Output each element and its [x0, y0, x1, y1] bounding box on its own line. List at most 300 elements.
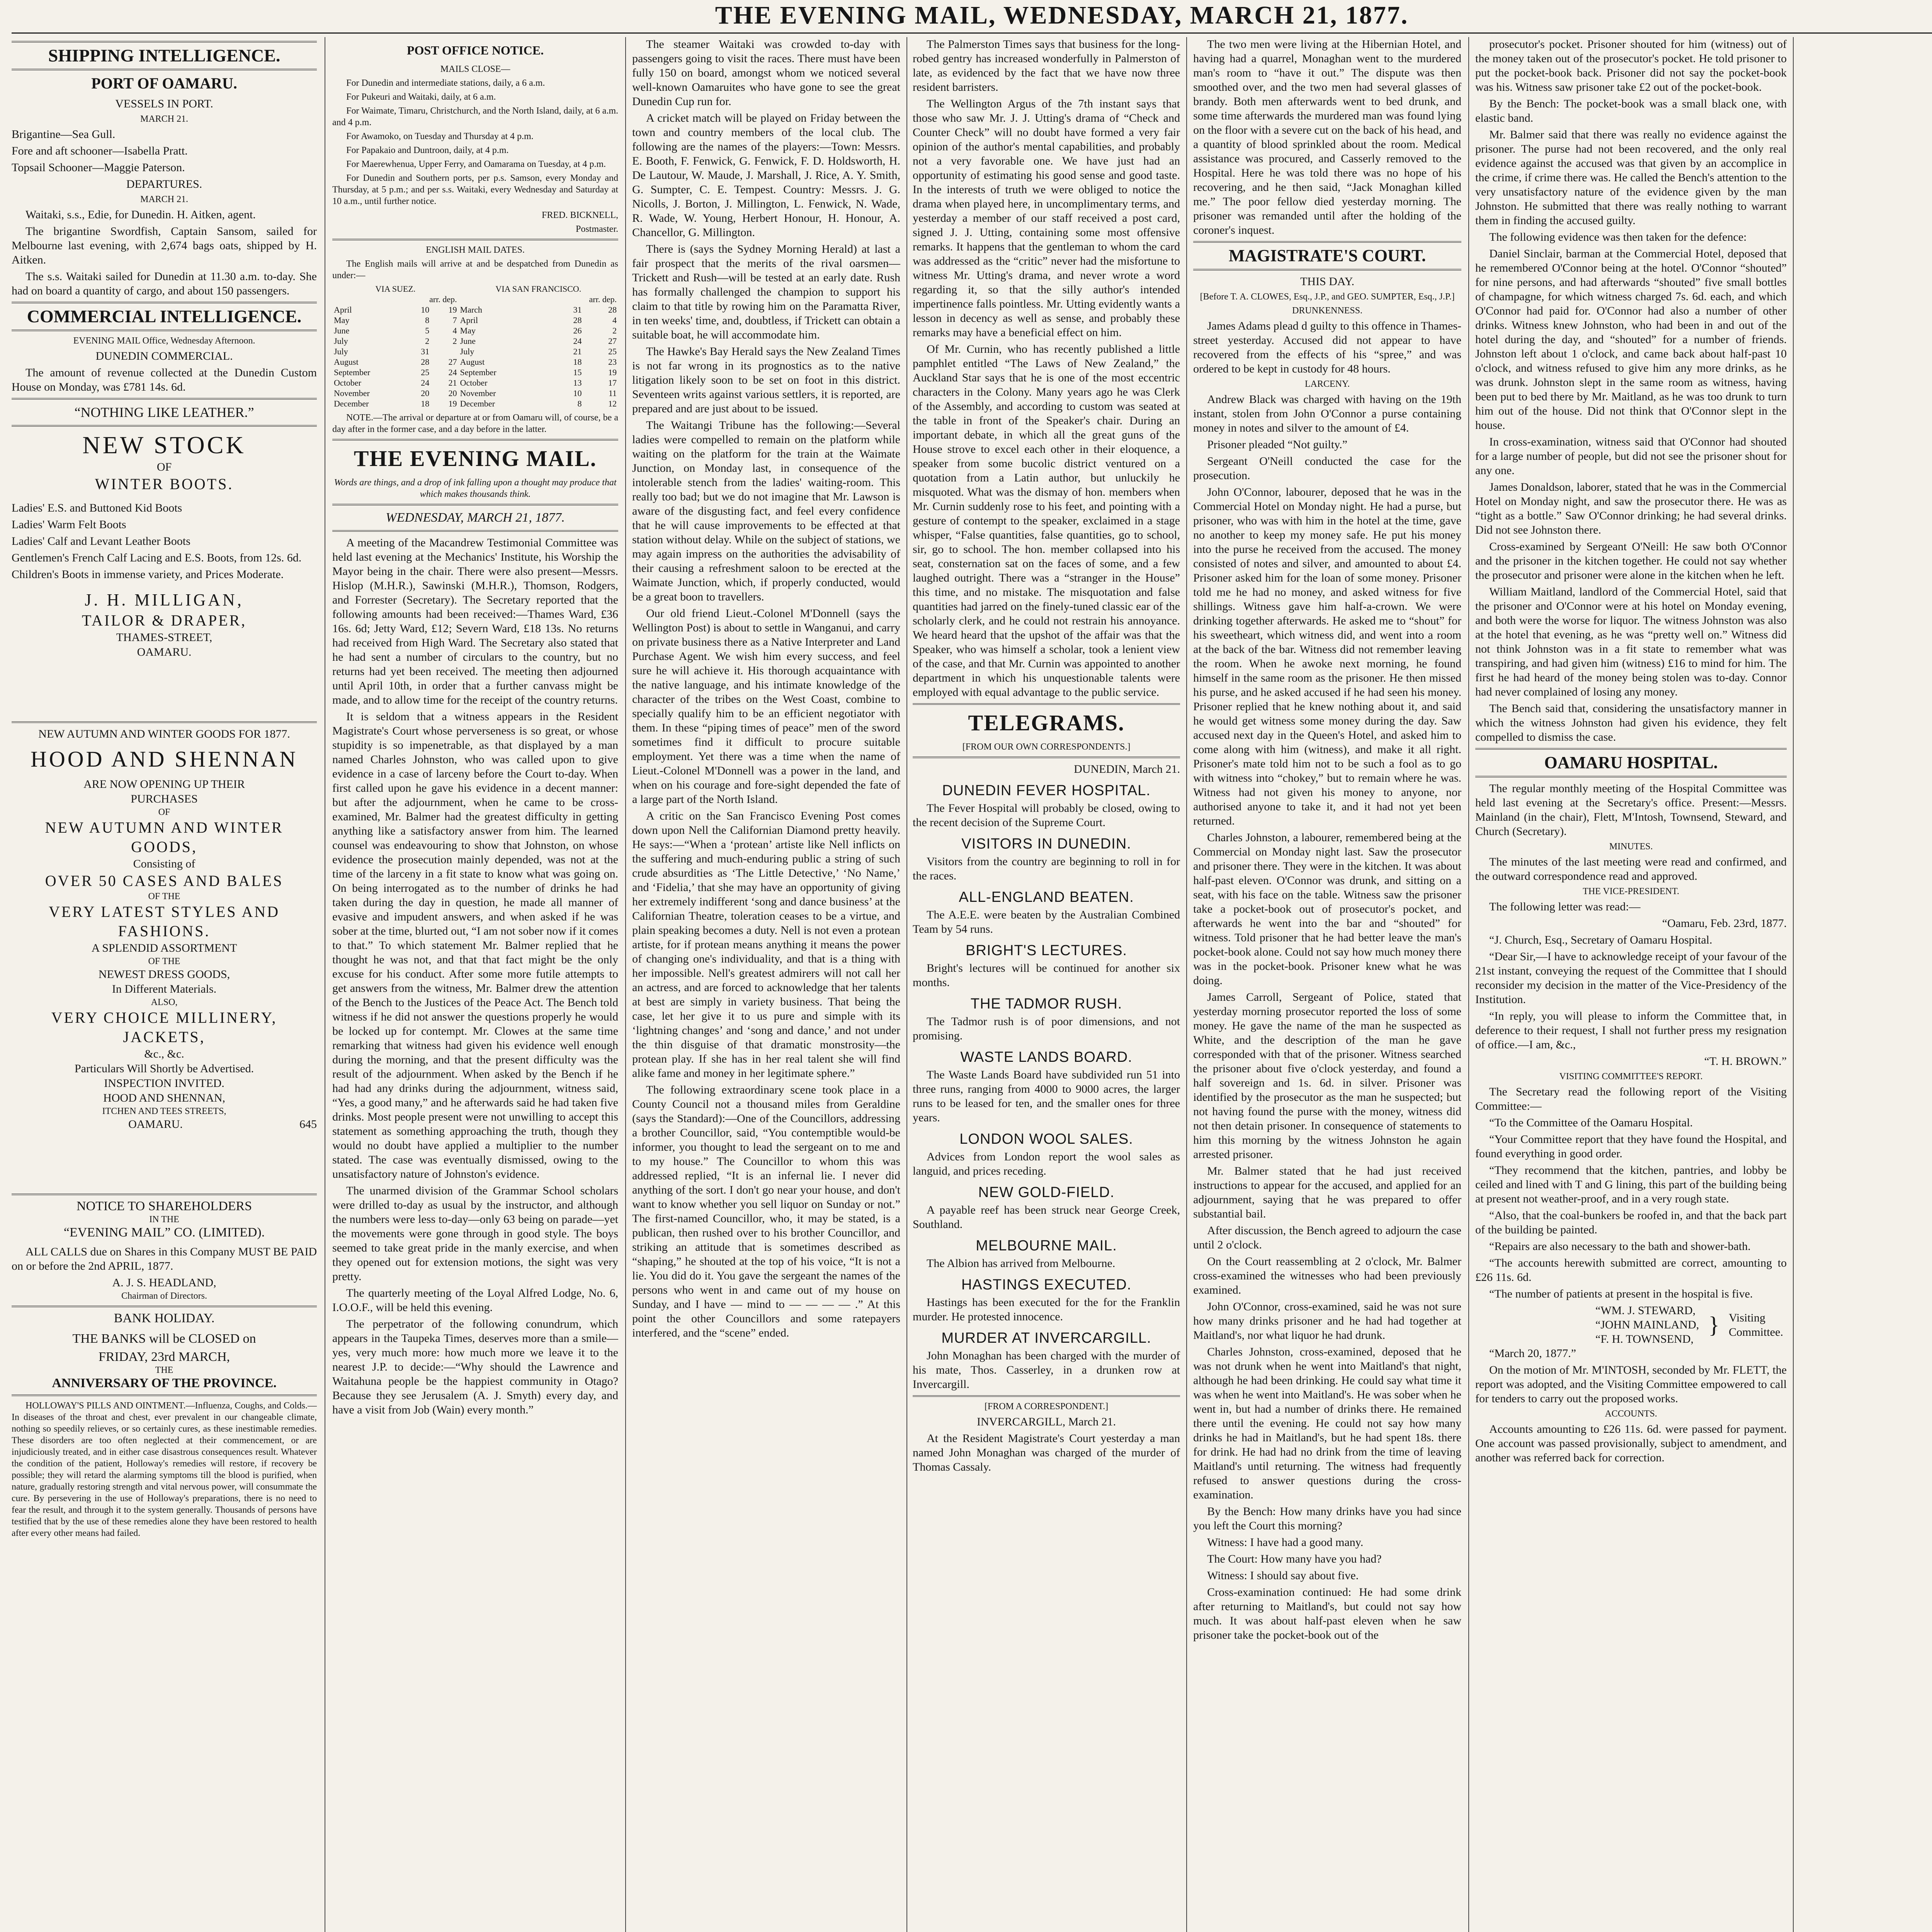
article-paragraph: James Adams plead d guilty to this offence in Thames-street yesterday. Accused did not appear to have recovered from the effects of his “spree,” and was ordered to be kept in custody for 48 hours. — [1193, 320, 1461, 375]
leather-slogan: “NOTHING LIKE LEATHER.” — [74, 405, 254, 420]
commercial-sub: EVENING MAIL Office, Wednesday Afternoon. — [73, 336, 255, 346]
column-5 — [1193, 37, 1461, 1932]
telegrams-sub: [FROM OUR OWN CORRESPONDENTS.] — [962, 742, 1131, 752]
article-paragraph: The minutes of the last meeting were read and confirmed, and the outward correspondence read and approved. — [1475, 855, 1787, 883]
table-cell: May — [334, 315, 350, 325]
notice-signature: A. J. S. HEADLAND, — [112, 1276, 216, 1289]
divider — [913, 757, 1180, 758]
table-row — [332, 346, 618, 357]
table-cell: March — [460, 305, 482, 315]
departures-date: MARCH 21. — [140, 194, 189, 204]
table-cell: May — [460, 326, 476, 335]
ad-merchant-town: OAMARU. — [137, 646, 192, 658]
arr-dep-header: arr. dep. — [429, 294, 457, 304]
article-paragraph: Witness: I have had a good many. — [1207, 1536, 1364, 1549]
table-cell: 8 — [425, 315, 430, 325]
ad2-footer — [12, 1117, 317, 1132]
column-2 — [332, 37, 618, 1932]
signature: “JOHN MAINLAND, — [1595, 1318, 1699, 1331]
telegram-text: The Albion has arrived from Melbourne. — [927, 1257, 1116, 1270]
table-cell: 18 — [421, 399, 430, 408]
visiting-committee-title: VISITING COMMITTEE'S REPORT. — [1559, 1071, 1703, 1082]
post-office-mails: MAILS CLOSE— — [440, 64, 510, 74]
bank-date: FRIDAY, 23rd MARCH, — [98, 1350, 230, 1364]
table-cell: 12 — [608, 399, 617, 408]
ad2-line: HOOD AND SHENNAN, — [103, 1092, 225, 1104]
article-paragraph: Witness: I should say about five. — [1207, 1569, 1359, 1582]
notice-signature-role: Chairman of Directors. — [121, 1291, 207, 1301]
notice-company: “EVENING MAIL” CO. (LIMITED). — [63, 1225, 265, 1240]
divider — [1193, 241, 1461, 243]
divider — [913, 703, 1180, 705]
post-office-line: For Dunedin and intermediate stations, daily, a 6 a.m. — [346, 78, 545, 88]
ad2-line: OF THE — [148, 891, 180, 901]
committee-label: Visiting Committee. — [1729, 1311, 1783, 1338]
table-cell: December — [460, 399, 495, 408]
port-title: PORT OF OAMARU. — [91, 75, 237, 92]
ad2-line: Particulars Will Shortly be Advertised. — [74, 1062, 254, 1075]
column-4 — [913, 37, 1180, 1932]
post-office-line: For Maerewhenua, Upper Ferry, and Oamarama on Tuesday, at 4 p.m. — [346, 159, 606, 169]
shipping-note: The s.s. Waitaki sailed for Dunedin at 11.30 a.m. to-day. She had on board a quantity of cargo, and about 150 passengers. — [12, 270, 317, 297]
ad2-line: INSPECTION INVITED. — [104, 1077, 224, 1090]
commercial-text: The amount of revenue collected at the Dunedin Custom House on Monday, was £781 14s. 6d. — [12, 366, 317, 393]
masthead — [0, 0, 1932, 31]
letter-body: “In reply, you will please to inform the Committee that, in deference to their request, I shall not further press my resignation of office.—I am, &c., — [1475, 1010, 1787, 1051]
column-rule — [1793, 37, 1794, 1932]
vessel-item: Fore and aft schooner—Isabella Pratt. — [12, 145, 188, 157]
table-row — [332, 378, 618, 388]
table-cell: December — [334, 399, 369, 408]
table-cell: 2 — [425, 336, 430, 346]
table-header — [332, 284, 618, 294]
bank-title: BANK HOLIDAY. — [114, 1311, 215, 1325]
ad2-line: PURCHASES — [131, 793, 198, 805]
column-6 — [1475, 37, 1787, 1932]
article-paragraph: William Maitland, landlord of the Commercial Hotel, said that the prisoner and O'Connor were at his hotel on Monday evening, and both were the worse for liquor. The witness Johnston was also at the hotel that evening, as he was “pretty well on.” Witness did not think Johnston was in a fit state to remember what was transpiring, and had given him (witness) £16 to mind for him. The first he had heard of the money being stolen was to-day. Connor had never complained of losing any money. — [1475, 585, 1787, 698]
report-paragraph: “The number of patients at present in the hospital is five. — [1489, 1287, 1753, 1300]
ad-item: Ladies' E.S. and Buttoned Kid Boots — [12, 502, 182, 514]
table-cell: June — [334, 326, 350, 335]
ad2-line: OF THE — [148, 956, 180, 966]
notice-in: IN THE — [149, 1214, 179, 1225]
bank-anniversary: ANNIVERSARY OF THE PROVINCE. — [52, 1376, 277, 1390]
article-paragraph: Of Mr. Curnin, who has recently published a little pamphlet entitled “The Laws of New Zealand,” the Auckland Star says that he is one of the most eccentric characters in the Colony. Many years ago he was Clerk of the Assembly, and according to custom was seated at the table in front of the Speaker's chair. During an important debate, in which all the great guns of the House strove to excel each other in their eloquence, a speaker from some bucolic district ventured on a quotation from a Latin author, but unluckily he misquoted. What was the dismay of hon. members when Mr. Curnin suddenly rose to his feet, and pointing with a gesture of contempt to the speaker, exclaimed in a stage whisper, “False quantities, false quantities, go to school, sir, go to school. The hon. member collapsed into his seat, consternation sat on the faces of some, and a few laughed outright. There was a “stranger in the House” this time, and no mistake. The misquotation and false quantities had jarred on the finely-tuned classic ear of the scholarly clerk, and he could not restrain his annoyance. We heard heard that the upshot of the affair was that the Speaker, who was himself a scholar, took a lenient view of the case, and that Mr. Curnin was appointed to another department in which his unquestionable talents were employed with equal advantage to the public service. — [913, 343, 1180, 699]
table-row — [332, 367, 618, 378]
article-paragraph: James Carroll, Sergeant of Police, stated that yesterday morning prosecutor reported the loss of some money. He gave the name of the man he suspected as White, and the description of the man he gave corresponded with that of the prisoner. Witness searched the prisoner about five o'clock yesterday, and found a half sovereign and 1s. 6d. in silver. Prisoner was identified by the prosecutor as the man he suspected; but not having found the purse with the money, witness did not then detain prisoner. In consequence of statements to him this morning by the witness Johnston he again arrested prisoner. — [1193, 991, 1461, 1161]
vessels-title: VESSELS IN PORT. — [115, 97, 213, 110]
table-row — [332, 304, 618, 315]
ad2-line: Consisting of — [133, 857, 196, 870]
article-paragraph: Andrew Black was charged with having on the 19th instant, stolen from John O'Connor a purse containing money in notes and silver to the amount of £4. — [1193, 393, 1461, 434]
telegrams-title: TELEGRAMS. — [968, 710, 1125, 735]
report-paragraph: “They recommend that the kitchen, pantries, and lobby be ceiled and lined with T and G lining, this part of the building being at present not weather-proof, and in a very rough state. — [1475, 1164, 1787, 1205]
telegram-text: The Tadmor rush is of poor dimensions, and not promising. — [913, 1015, 1180, 1042]
paper-title: THE EVENING MAIL. — [354, 446, 597, 471]
article-paragraph: In cross-examination, witness said that O'Connor had shouted for a large number of people, but did not see the prisoner shout for any one. — [1475, 435, 1787, 477]
signature-list — [1595, 1303, 1699, 1346]
ad2-place: OAMARU. — [128, 1118, 183, 1131]
telegrams-dateline: DUNEDIN, March 21. — [1074, 763, 1180, 776]
table-cell: April — [460, 315, 478, 325]
table-cell: 17 — [608, 378, 617, 388]
divider — [332, 239, 618, 240]
table-cell: 21 — [573, 347, 582, 356]
ad-item: Children's Boots in immense variety, and Prices Moderate. — [12, 568, 284, 581]
article-paragraph: A critic on the San Francisco Evening Post comes down upon Nell the Californian Diamond pretty heavily. He says:—“When a ‘protean’ artiste like Nell inflicts on the suffering and much-enduring public a string of such crude absurdities as ‘The Little Detective,’ ‘No Name,’ and ‘Fidelia,’ that she may have an opportunity of giving her extremely indifferent ‘song and dance business’ at the Californian Theatre, toleration ceases to be a virtue, and plain speaking becomes a duty. Nell is not even a protean artiste, for if protean means anything it means the power of changing one's individuality, and that is a thing with her impossible. Nell's greatest admirers will not call her an actress, and are forced to acknowledge that her talents at best are simply in variety business. That being the case, let her give it to us pure and simple with its ‘lightning changes’ and ‘song and dance,’ and not under the thin disguise of that dramatic monstrosity—the protean play. If she has in her real talent she will find alike fame and money in her legitimate sphere.” — [632, 810, 900, 1080]
shareholders-notice — [12, 1199, 317, 1302]
signature: “WM. J. STEWARD, — [1595, 1304, 1696, 1317]
ad2-line: ARE NOW OPENING UP THEIR — [83, 778, 245, 791]
table-cell: 23 — [608, 357, 617, 367]
article-paragraph: James Donaldson, laborer, stated that he was in the Commercial Hotel on Monday night, and saw the prosecutor there. He was as “tight as a bottle.” Saw O'Connor drinking; he had several drinks. Did not see Johnston there. — [1475, 481, 1787, 536]
ad2-line: VERY CHOICE MILLINERY, JACKETS, — [51, 1009, 277, 1046]
table-cell: October — [334, 378, 361, 388]
ad2-line: VERY LATEST STYLES AND FASHIONS. — [48, 903, 280, 940]
report-paragraph: “Repairs are also necessary to the bath and shower-bath. — [1489, 1240, 1751, 1253]
divider — [12, 425, 317, 427]
divider — [332, 504, 618, 505]
article-paragraph: Mr. Balmer stated that he had just received instructions to appear for the accused, and applied for an adjournment, saying that he was prepared to offer substantial bail. — [1193, 1165, 1461, 1220]
telegram-headline: MURDER AT INVERCARGILL. — [941, 1330, 1151, 1346]
bank-the: THE — [155, 1365, 173, 1375]
hood-shennan-advertisement — [12, 727, 317, 1132]
article-paragraph: The Waitangi Tribune has the following:—Several ladies were compelled to remain on the platform while waiting on the platform for the train at the Waimate Junction, on Monday last, in consequence of the intolerable stench from the ladies' waiting-room. This really too bad; but we do not imagine that Mr. Lawson is aware of the disgusting fact, and feel every confidence that he will cause improvements to be effected at that station without delay. While on the subject of stations, we may again impress on the authorities the advisability of their causing a refreshment saloon to be erected at the Waimate Junction, which, if properly conducted, would be a great boon to travellers. — [632, 419, 900, 603]
article-paragraph: Sergeant O'Neill conducted the case for the prosecution. — [1193, 455, 1461, 482]
table-cell: November — [334, 388, 370, 398]
article-paragraph: A cricket match will be played on Friday between the town and country members of the local club. The following are the names of the players:—Town: Messrs. E. Booth, F. Fenwick, G. Fenwick, F. D. Holdsworth, H. De Lautour, W. Maude, J. Marshall, J. Rice, A. Y. Smith, G. Sumpter, C. E. Tempest. Country: Messrs. J. G. Nicolls, J. Borton, J. Millington, L. Fenwick, N. Wade, R. Wade, W. Young, Herbert Honour, H. Honour, A. Chancellor, G. Millington. — [632, 112, 900, 239]
shipping-title: SHIPPING INTELLIGENCE. — [48, 46, 281, 65]
table-cell: July — [334, 347, 348, 356]
article-paragraph: By the Bench: How many drinks have you had since you left the Court this morning? — [1193, 1505, 1461, 1532]
ad-merchant-trade: TAILOR & DRAPER, — [82, 612, 247, 629]
article-paragraph: Cross-examined by Sergeant O'Neill: He saw both O'Connor and the prisoner in the kitchen together. He could not say whether the prosecutor and prisoner were alone in the kitchen when he left. — [1475, 540, 1787, 582]
report-signatures — [1475, 1303, 1787, 1346]
divider — [12, 302, 317, 303]
telegram-text: A payable reef has been struck near George Creek, Southland. — [913, 1204, 1180, 1231]
ad-item: Gentlemen's French Calf Lacing and E.S. Boots, from 12s. 6d. — [12, 551, 302, 564]
bank-text: THE BANKS will be CLOSED on — [72, 1332, 256, 1346]
column-3 — [632, 37, 900, 1932]
table-cell: 2 — [612, 326, 617, 335]
table-cell: 31 — [421, 347, 430, 356]
vice-president-title: THE VICE-PRESIDENT. — [1583, 886, 1679, 896]
table-row — [332, 336, 618, 346]
column-1 — [12, 37, 317, 1932]
telegram-text: The Waste Lands Board have subdivided run 51 into three runs, ranging from 4000 to 9000 acres, the larger runs to be leased for ten, and the smaller ones for three years. — [913, 1068, 1180, 1124]
report-paragraph: “The accounts herewith submitted are correct, amounting to £26 11s. 6d. — [1475, 1257, 1787, 1284]
telegram-headline: MELBOURNE MAIL. — [976, 1238, 1117, 1254]
table-cell: 24 — [421, 378, 430, 388]
post-office-signature: FRED. BICKNELL, — [542, 210, 618, 220]
table-cell: July — [334, 336, 348, 346]
article-paragraph: The quarterly meeting of the Loyal Alfred Lodge, No. 6, I.O.O.F., will be held this evening. — [332, 1287, 618, 1314]
vessel-item: Brigantine—Sea Gull. — [12, 128, 116, 141]
holloway-advertisement: HOLLOWAY'S PILLS AND OINTMENT.—Influenza, Coughs, and Colds.—In diseases of the throat and chest, ever prevalent in our changeable climate, nothing so speedily relieves, or so certainly cures, as these inestimable remedies. These disorders are too often neglected at their commencement, or are injudiciously treated, and in either case disastrous consequences result. Whatever the condition of the patient, Holloway's remedies will restore, if recovery be possible; they will retard the alarming symptoms till the blood is purified, when nature, gradually restoring strength and vital nervous power, will consummate the cure. By persevering in the use of Holloway's preparations, there is no need to fear the result, and through it to the system generally. Thousands of persons have testified that by the use of these remedies alone they have been restored to health after every other means had failed. — [12, 1401, 317, 1538]
article-paragraph: A meeting of the Macandrew Testimonial Committee was held last evening at the Mechanics' Institute, his Worship the Mayor being in the chair. There were also present—Messrs. Hislop (M.H.R.), Sawinski (M.H.R.), Thomson, Rodgers, and Forrester (Secretary). The Secretary reported that the following amounts had been received:—Thames Ward, £36 16s. 6d; Jetty Ward, £12; Severn Ward, £18 13s. No returns had received from High Ward. The Secretary also stated that he had sent a number of circulars to the country, but no returns had yet been received. The meeting then adjourned until April 10th, in order that a further canvass might be made, and to allow time for the receipt of the country returns. — [332, 536, 618, 706]
divider — [12, 69, 317, 70]
table-cell: 18 — [573, 357, 582, 367]
column-rule — [1468, 37, 1469, 1932]
article-paragraph: Charles Johnston, a labourer, remembered being at the Commercial on Monday night last. Saw the prosecutor and prisoner there. They were in the kitchen. It was about half-past eleven. O'Connor was drunk, and sitting on a seat, with his face on the table. Witness saw the prisoner take a pocket-book out of prosecutor's pocket, and afterwards he went into the bar and “shouted” for witness. Told prisoner that he had better leave the man's pocket-book alone. Could not say how much money there was in the pocket-book. Prisoner knew what he was doing. — [1193, 831, 1461, 987]
table-cell: 28 — [421, 357, 430, 367]
masthead-rule — [12, 32, 1932, 34]
article-paragraph: By the Bench: The pocket-book was a small black one, with elastic band. — [1475, 97, 1787, 124]
divider — [332, 530, 618, 532]
table-cell: 8 — [577, 399, 582, 408]
divider — [332, 439, 618, 440]
post-office-title: POST OFFICE NOTICE. — [406, 43, 544, 57]
table-cell: 15 — [573, 367, 582, 377]
court-report-continued — [1475, 37, 1787, 744]
divider — [1475, 776, 1787, 777]
post-office-line: For Awamoko, on Tuesday and Thursday at 4 p.m. — [346, 131, 534, 141]
article-paragraph: The following evidence was then taken for the defence: — [1489, 231, 1747, 243]
article-paragraph: Cross-examination continued: He had some drink after returning to Maitland's, but could not say how much. It was about half-past eleven when he saw prisoner take the pocket-book out of the — [1193, 1586, 1461, 1641]
telegram-headline: HASTINGS EXECUTED. — [961, 1277, 1132, 1293]
table-cell: April — [334, 305, 352, 315]
article-paragraph: The Wellington Argus of the 7th instant says that those who saw Mr. J. J. Utting's drama of “Check and Counter Check” will no doubt have formed a very fair opinion of the author's mental capabilities, and probably not a very favorable one. We have just had an opportunity of estimating his good sense and good taste. In the interests of truth we were obliged to notice the drama when played here, in uncomplimentary terms, and yesterday a member of our staff received a post card, signed J. J. Utting, containing some most offensive remarks. It happens that the gentleman to whom the card was addressed as the “critic” never had the misfortune to witness Mr. Utting's drama, and never wrote a word regarding it, so that the silly author's intended impertinence falls pointless. Mr. Utting evidently wants a lesson in decency as well as sense, and probably these remarks may have a beneficial effect on him. — [913, 97, 1180, 339]
hospital-title: OAMARU HOSPITAL. — [1544, 753, 1718, 772]
letter-to: “J. Church, Esq., Secretary of Oamaru Hospital. — [1489, 934, 1713, 946]
divider — [12, 1194, 317, 1195]
mail-dates-table — [332, 284, 618, 409]
table-cell: June — [460, 336, 476, 346]
table-header — [332, 294, 618, 304]
article-paragraph: Mr. Balmer said that there was really no evidence against the prisoner. The purse had not been recovered, and the only real evidence against the accused was that given by an accomplice in the crime, if crime there was. He called the Bench's attention to the very unsatisfactory nature of the evidence given by the man Johnston. He submitted that there was really nothing to warrant them in finding the accused guilty. — [1475, 128, 1787, 227]
ad2-line: In Different Materials. — [112, 983, 217, 995]
article-paragraph: prosecutor's pocket. Prisoner shouted for him (witness) out of the money taken out of the prosecutor's pocket. He told prisoner to put the pocket-book back. Prisoner did not say the pocket-book was his. Witness saw prisoner take £2 out of the pocket-book. — [1475, 38, 1787, 94]
table-row — [332, 325, 618, 336]
notice-title: NOTICE TO SHAREHOLDERS — [77, 1199, 252, 1213]
article-paragraph: After discussion, the Bench agreed to adjourn the case until 2 o'clock. — [1193, 1224, 1461, 1251]
article-paragraph: On the Court reassembling at 2 o'clock, Mr. Balmer cross-examined the witnesses who had been previously examined. — [1193, 1255, 1461, 1296]
divider — [913, 1395, 1180, 1397]
article-paragraph: Charles Johnston, cross-examined, deposed that he was not drunk when he went into Maitland's that night, although he had been drinking. He could say what time it was when he went into Maitland's. He was sober when he went in, but had a number of drinks there. He remained there until the evening. He could not say how many drinks he had in Maitland's, but he had spent 18s. there for drink. He had had no drink from the time of leaving Maitland's until returning. The witness had frequently refused to answer questions during the cross-examination. — [1193, 1345, 1461, 1501]
article-paragraph: On the motion of Mr. M'INTOSH, seconded by Mr. FLETT, the report was adopted, and the Visiting Committee empowered to call for tenders to carry out the proposed works. — [1475, 1364, 1787, 1405]
ad2-heading: NEW AUTUMN AND WINTER GOODS FOR 1877. — [38, 728, 290, 740]
article-paragraph: John O'Connor, labourer, deposed that he was in the Commercial Hotel on Monday night. He had a purse, but prisoner, who was with him in the hotel at the time, gave no another to keep my money safe. He put his money into the purse he received from the accused. The money consisted of notes and silver, and amounted to about £4. Prisoner asked him for the loan of some money. Prisoner told me he had no money, and asked witness for five shillings. Witness gave him half-a-crown. We were drinking together afterwards. He asked me to “shout” for his sweetheart, which witness did, and went into a room at the back of the bar. Witness did not remember leaving the room. When he awoke next morning, he found himself in the same room as the prisoner. He then missed his purse, and he asked accused if he had seen his money. Prisoner replied that he knew nothing about it, and said he would get witness some money during the day. Saw accused next day in the Queen's Hotel, and asked him to come along with him (witness), and make it all right. Prisoner's mate told him not to be such a fool as to go with witness into “chokey,” but to remain where he was. Witness had not given his money to anyone, nor authorised anyone to take it, and it had not yet been returned. — [1193, 486, 1461, 827]
notice-text: ALL CALLS due on Shares in this Company MUST BE PAID on or before the 2nd APRIL, 1877. — [12, 1245, 317, 1272]
article-paragraph: Daniel Sinclair, barman at the Commercial Hotel, deposed that he remembered O'Connor being at the hotel. O'Connor “shouted” for nine persons, and had afterwards “shouted” five small bottles of champagne, for which witness charged 7s. 6d. each, and which O'Connor had paid for. O'Connor had also a number of other drinks. Witness knew Johnston, who had been in and out of the hotel during the day, and “shouted” for a number of friends. Johnston left about 1 o'clock, and came back about half-past 10 o'clock, and witness refused to give him any more drinks, as he was drunk. Johnston slept in the same room as witness, having been put to bed there by Mr. Maitland, as he was too drunk to turn him out of the house. Did not think that O'Connor slept in the house. — [1475, 247, 1787, 432]
column-rule — [906, 37, 907, 1932]
ad2-number: 645 — [299, 1118, 317, 1131]
ad2-line: A SPLENDID ASSORTMENT — [91, 942, 237, 954]
drunkenness-title: DRUNKENNESS. — [1292, 306, 1362, 316]
article-paragraph: The Palmerston Times says that business for the long-robed gentry has increased wonderfully in Palmerston of late, as evidenced by the fact that we have now three resident barristers. — [913, 38, 1180, 94]
divider — [1193, 269, 1461, 270]
divider — [1475, 748, 1787, 750]
telegram-text: The A.E.E. were beaten by the Australian Combined Team by 54 runs. — [913, 908, 1180, 935]
table-cell: September — [460, 367, 497, 377]
telegram-headline: ALL-ENGLAND BEATEN. — [959, 889, 1134, 905]
article-paragraph: It is seldom that a witness appears in the Resident Magistrate's Court whose perverseness is so great, or whose stupidity is so impenetrable, as that displayed by a man named Charles Johnston, who was called upon to give evidence in a case of larceny before the Court to-day. When first called upon he gave his evidence in a decent manner: but after the adjournment, when he came to be cross-examined, Mr. Balmer had the greatest difficulty in getting anything like a satisfactory answer from him. The learned counsel was endeavouring to show that Johnston, on whose evidence the prosecution mainly depended, was not at the time of the larceny in a fit state to know what was going on. On being interrogated as to the number of drinks he had taken during the day in question, he made all manner of evasive and impudent answers, and when asked if he was sober at the time, blurted out, “I am not sober now if it comes to that.” To which statement Mr. Balmer replied that he thought he was not, and that that fact might be the only excuse for his conduct. After some more futile attempts to get answers from the witness, Mr. Balmer drew the attention of the Bench to the Justices of the Peace Act. The Bench told witness if he did not answer the questions properly he would be locked up for contempt. Mr. Clowes at the same time remarking that witness had given his evidence well enough during the morning, and that the present difficulty was the result of the adjournment. When asked by the Bench if he had had any drinks during the adjournment, witness said, “Yes, a good many,” and he afterwards said he had taken five drinks. Most people present were not unwilling to accept this statement as something approaching the truth, though they would no doubt have applied a multiplier to the number stated. The case was eventually dismissed, owing to the unsatisfactory nature of Johnston's evidence. — [332, 710, 618, 1180]
article-paragraph: The regular monthly meeting of the Hospital Committee was held last evening at the Secretary's office. Present:—Messrs. Mainland (in the chair), Flett, M'Intosh, Townsend, Steward, and Church (Secretary). — [1475, 782, 1787, 838]
ad-merchant-name: J. H. MILLIGAN, — [85, 590, 244, 609]
table-cell: 20 — [448, 388, 457, 398]
english-mail-text: The English mails will arrive at and be despatched from Dunedin as under:— — [332, 259, 618, 281]
column-rule — [625, 37, 626, 1932]
article-paragraph: The Hawke's Bay Herald says the New Zealand Times is not far wrong in its prognostics as to the native litigation likely soon to be set on foot in this district. Seventeen writs against various settlers, it is reported, are prepared and are just about to be issued. — [632, 345, 900, 415]
article-paragraph: The steamer Waitaki was crowded to-day with passengers going to visit the races. There must have been fully 150 on board, amongst whom we noticed several well-known Oamaruites who have gone to see the great Dunedin Cup run for. — [632, 38, 900, 108]
telegram-headline: WASTE LANDS BOARD. — [960, 1049, 1133, 1065]
ad-item: Ladies' Warm Felt Boots — [12, 518, 126, 531]
table-cell: 10 — [573, 388, 582, 398]
telegram-text: Bright's lectures will be continued for another six months. — [913, 962, 1180, 989]
post-office-line: For Waimate, Timaru, Christchurch, and the North Island, daily, at 6 a.m. and 4 p.m. — [332, 106, 618, 128]
report-paragraph: “Also, that the coal-bunkers be roofed in, and that the back part of the building be painted. — [1475, 1209, 1787, 1236]
commercial-title: COMMERCIAL INTELLIGENCE. — [27, 306, 302, 326]
post-office-line: For Dunedin and Southern ports, per p.s. Samson, every Monday and Thursday, at 5 p.m.; and per s.s. Waitaki, every Wednesday and Saturday at 10 a.m., until further notice. — [332, 173, 618, 206]
divider — [12, 41, 317, 43]
article-paragraph: The Secretary read the following report of the Visiting Committee:— — [1475, 1085, 1787, 1112]
table-cell: 28 — [573, 315, 582, 325]
article-paragraph: Our old friend Lieut.-Colonel M'Donnell (says the Wellington Post) is about to settle in Wanganui, and carry on private business there as a Native Interpreter and Land Purchase Agent. We wish him every success, and feel sure he will achieve it. His thorough acquaintance with the native language, and his intimate knowledge of the character of the tribes on the West Coast, combine to specially qualify him to be an efficient negotiator with them. In these “piping times of peace” men of the sword sometimes find it difficult to procure suitable employment. Yet there was a time when the name of Lieut.-Colonel M'Donnell was a power in the land, and when on his courage and fore-sight depended the fate of a large part of the North Island. — [632, 607, 900, 806]
larceny-title: LARCENY. — [1304, 379, 1350, 389]
table-cell: 19 — [448, 399, 457, 408]
post-office-line: For Pukeuri and Waitaki, daily, at 6 a.m. — [346, 92, 496, 102]
commercial-dunedin: DUNEDIN COMMERCIAL. — [95, 350, 233, 362]
table-cell: October — [460, 378, 488, 388]
telegram-headline: LONDON WOOL SALES. — [959, 1131, 1133, 1147]
signature: “F. H. TOWNSEND, — [1595, 1333, 1694, 1345]
ad2-line: OVER 50 CASES AND BALES — [45, 872, 284, 889]
via-suez-header: VIA SUEZ. — [375, 284, 416, 294]
report-to: “To the Committee of the Oamaru Hospital. — [1489, 1116, 1693, 1129]
ad-of: OF — [156, 461, 172, 473]
table-cell: 7 — [452, 315, 457, 325]
english-mail-title: ENGLISH MAIL DATES. — [426, 245, 525, 255]
article-paragraph: The perpetrator of the following conundrum, which appears in the Taupeka Times, deserves more than a smile—yes, very much more: how much more we leave it to the nearest J.P. to decide:—“Why should the Lawrence and Waitahuna people be the happiest community in Otago? Because they see Jerusalem (A. J. Smyth) every day, and have a visit from Job (Wain) every month.” — [332, 1318, 618, 1416]
ad2-line: ITCHEN AND TEES STREETS, — [102, 1106, 226, 1116]
table-cell: 19 — [448, 305, 457, 315]
ad-item: Ladies' Calf and Levant Leather Boots — [12, 535, 190, 548]
table-cell: 27 — [608, 336, 617, 346]
shipping-note: The brigantine Swordfish, Captain Sansom, sailed for Melbourne last evening, with 2,674 bags oats, shipped by H. Aitken. — [12, 225, 317, 266]
table-row — [332, 398, 618, 409]
table-cell: 13 — [573, 378, 582, 388]
brace-glyph: } — [1708, 1312, 1719, 1338]
post-office-line: For Papakaio and Duntroon, daily, at 4 p.m. — [346, 145, 509, 155]
table-cell: 4 — [612, 315, 617, 325]
table-cell: 4 — [452, 326, 457, 335]
divider — [12, 721, 317, 723]
column-rule — [1186, 37, 1187, 1932]
accounts-title: ACCOUNTS. — [1605, 1409, 1657, 1419]
table-cell: November — [460, 388, 496, 398]
divider — [12, 1306, 317, 1307]
table-cell: 21 — [448, 378, 457, 388]
telegram-headline: NEW GOLD-FIELD. — [978, 1184, 1115, 1201]
article-paragraph: There is (says the Sydney Morning Herald) at last a fair prospect that the merits of the rival oarsmen—Trickett and Rush—will be tested at an early date. Rush has formally challenged the champion to support his claim to that title by rowing him on the Paramatta River, in ten weeks' time, and, doubtless, if Trickett can obtain a suitable boat, he will accommodate him. — [632, 243, 900, 341]
telegram-list — [913, 782, 1180, 1391]
letter-date: “Oamaru, Feb. 23rd, 1877. — [1662, 917, 1787, 930]
telegram-text: The Fever Hospital will probably be closed, owing to the recent decision of the Supreme Court. — [913, 802, 1180, 829]
table-cell: 25 — [421, 367, 430, 377]
table-cell: 27 — [448, 357, 457, 367]
table-cell: 28 — [608, 305, 617, 315]
table-cell: 31 — [573, 305, 582, 315]
telegram-text: Visitors from the country are beginning to roll in for the races. — [913, 855, 1180, 882]
telegram-text: Hastings has been executed for the for the Franklin murder. He protested innocence. — [913, 1296, 1180, 1323]
telegram-headline: BRIGHT'S LECTURES. — [966, 942, 1127, 959]
table-cell: August — [334, 357, 359, 367]
table-cell: 25 — [608, 347, 617, 356]
telegram-text: John Monaghan has been charged with the murder of his mate, Thos. Casserley, in a drunken row at Invercargill. — [913, 1349, 1180, 1391]
boots-advertisement — [12, 430, 317, 660]
mail-note: NOTE.—The arrival or departure at or from Oamaru will, of course, be a day after in the former case, and a day before in the latter. — [332, 413, 618, 434]
article-paragraph: John O'Connor, cross-examined, said he was not sure how many drinks prisoner and he had had together at Maitland's, nor what liquor he had drunk. — [1193, 1300, 1461, 1342]
ad-new-stock: NEW STOCK — [82, 431, 246, 459]
article-paragraph: At the Resident Magistrate's Court yesterday a man named John Monaghan was charged of the murder of Thomas Cassaly. — [913, 1432, 1180, 1473]
departures-title: DEPARTURES. — [126, 178, 202, 190]
court-report — [1193, 392, 1461, 1642]
bank-holiday-notice — [12, 1311, 317, 1391]
table-row — [332, 388, 618, 398]
paper-dateline: WEDNESDAY, MARCH 21, 1877. — [386, 510, 565, 525]
article-paragraph: The two men were living at the Hibernian Hotel, and having had a quarrel, Monaghan went to the murdered man's room to “have it out.” The dispute was then smoothed over, and the two men had several glasses of brandy. Both men afterwards went to bed drunk, and some time afterwards the murdered man was found lying on the floor with a severe cut on the back of his head, and a quantity of blood sprinkled about the room. Medical assistance was procured, and Casserly removed to the Hospital. Here he was told there was no hope of his recovering, and he then said, “Jack Monaghan killed me.” The poor fellow died yesterday morning. The prisoner was remanded until after the holding of the coroner's inquest. — [1193, 38, 1461, 236]
court-title: MAGISTRATE'S COURT. — [1228, 246, 1426, 265]
table-cell: September — [334, 367, 371, 377]
letter-signature: “T. H. BROWN.” — [1704, 1055, 1787, 1068]
report-date: “March 20, 1877.” — [1489, 1347, 1576, 1360]
correspondent-note: [FROM A CORRESPONDENT.] — [984, 1401, 1109, 1412]
table-cell: 24 — [573, 336, 582, 346]
table-cell: 26 — [573, 326, 582, 335]
ad2-name: HOOD AND SHENNAN — [30, 747, 298, 772]
table-cell: 24 — [448, 367, 457, 377]
article-paragraph: The Court: How many have you had? — [1207, 1553, 1382, 1565]
court-before: [Before T. A. CLOWES, Esq., J.P., and GEO. SUMPTER, Esq., J.P.] — [1200, 292, 1455, 302]
ad2-line: NEW AUTUMN AND WINTER GOODS, — [45, 819, 284, 855]
article-paragraph: The Bench said that, considering the unsatisfactory manner in which the witness Johnston had given his evidence, they felt compelled to dismiss the case. — [1475, 702, 1787, 743]
table-cell: 10 — [421, 305, 430, 315]
table-cell: 5 — [425, 326, 430, 335]
arr-dep-header: arr. dep. — [589, 294, 617, 304]
departure-item: Waitaki, s.s., Edie, for Dunedin. H. Aitken, agent. — [26, 208, 256, 221]
table-cell: 11 — [608, 388, 617, 398]
minutes-title: MINUTES. — [1609, 842, 1653, 852]
letter-body: “Dear Sir,—I have to acknowledge receipt of your favour of the 21st instant, conveying the request of the Committee that I should reconsider my decision in the matter of the Vice-Presidency of the Institution. — [1475, 950, 1787, 1006]
vessel-item: Topsail Schooner—Maggie Paterson. — [12, 161, 185, 174]
masthead-title: THE EVENING MAIL, WEDNESDAY, MARCH 21, 1877. — [715, 1, 1409, 29]
table-cell — [431, 346, 458, 357]
ad2-line: &c., &c. — [144, 1048, 184, 1060]
ad-winter-boots: WINTER BOOTS. — [95, 475, 234, 493]
ad-merchant-address: THAMES-STREET, — [116, 631, 213, 644]
table-row — [332, 315, 618, 325]
divider — [12, 330, 317, 331]
ad2-line: NEWEST DRESS GOODS, — [98, 968, 230, 981]
article-paragraph: Accounts amounting to £26 11s. 6d. were passed for payment. One account was passed provisionally, subject to amendment, and another was referred back for correction. — [1475, 1423, 1787, 1464]
article-paragraph: The following letter was read:— — [1489, 900, 1641, 913]
court-day: THIS DAY. — [1300, 275, 1355, 288]
table-cell: 2 — [452, 336, 457, 346]
table-cell: July — [460, 347, 474, 356]
article-paragraph: The following extraordinary scene took place in a County Council not a thousand miles from Geraldine (says the Standard):—One of the Councillors, addressing a brother Councillor, said, “You contemptible would-be informer, you thought to lead the sergeant on to me and to my house.” The Councillor to whom this was addressed replied, “It is an infernal lie. I never did anything of the sort. I don't go near your house, and don't want to know whether you sell liquor on Sunday or not.” The first-named Councillor, who, it may be stated, is a publican, then rushed over to his brother Councillor, and striking an attitude that is sometimes described as “shaping,” he shouted at the top of his voice, “It is not a lie. You did do it. You gave the sergeant the names of the persons who went in and came out of my house on Sunday, and I have — mind to — — — — .” At this point the other Councillors and some ratepayers interfered, and the “scene” ended. — [632, 1083, 900, 1339]
divider — [12, 1395, 317, 1396]
ad2-line: ALSO, — [151, 997, 178, 1007]
vessels-date: MARCH 21. — [140, 114, 189, 124]
article-paragraph: The unarmed division of the Grammar School scholars were drilled to-day as usual by the instructor, and although the numbers were less to-day—only 63 being on parade—yet the movements were gone through in good style. The boys seemed to take great pride in the manly exercise, and when they opened out for extension motions, the sight was very pretty. — [332, 1184, 618, 1283]
report-paragraph: “Your Committee report that they have found the Hospital, and found everything in good order. — [1475, 1133, 1787, 1160]
article-paragraph: Prisoner pleaded “Not guilty.” — [1207, 438, 1347, 451]
telegram-headline: DUNEDIN FEVER HOSPITAL. — [942, 782, 1151, 799]
table-row — [332, 357, 618, 367]
telegram-text: Advices from London report the wool sales as languid, and prices receding. — [913, 1150, 1180, 1177]
via-sf-header: VIA SAN FRANCISCO. — [495, 284, 582, 294]
table-cell: 19 — [608, 367, 617, 377]
